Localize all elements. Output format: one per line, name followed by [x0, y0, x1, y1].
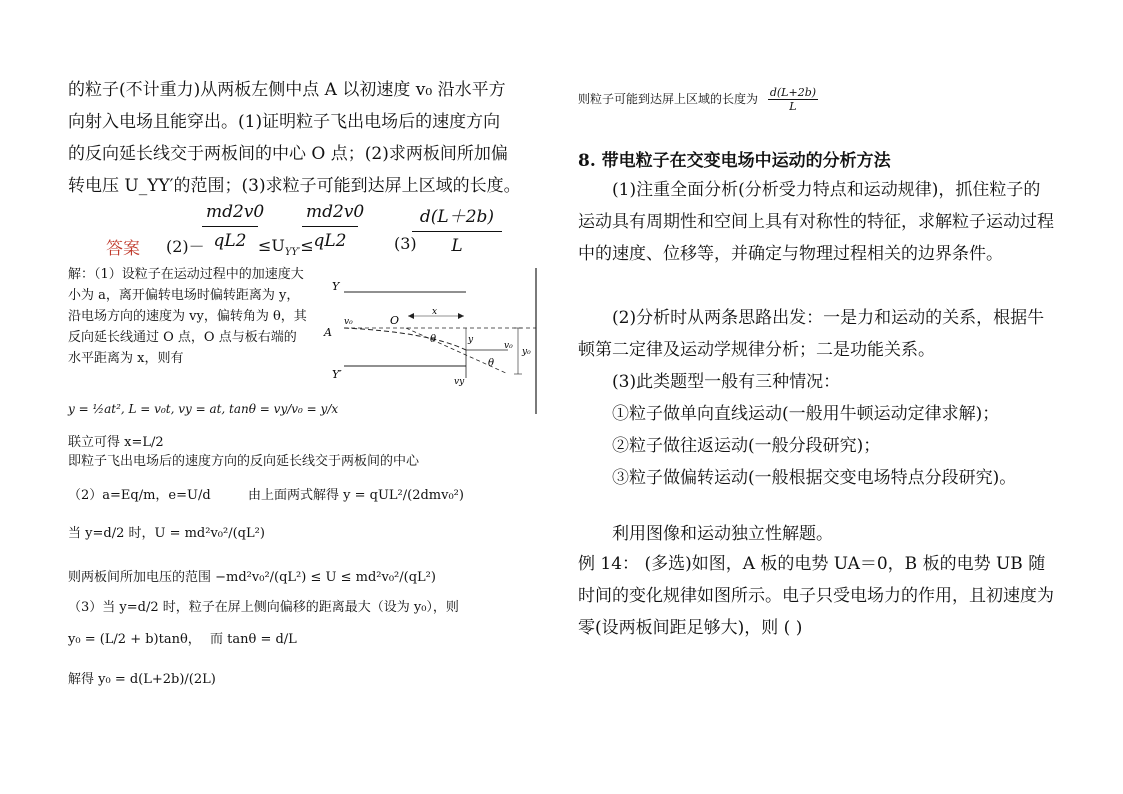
- deflection-diagram-svg: [318, 266, 546, 416]
- fraction-denominator: qL2: [313, 231, 347, 251]
- question-block: [68, 74, 546, 202]
- answer-fraction-3: [412, 202, 502, 256]
- solution-paragraph: 解：（1）设粒子在运动过程中的加速度大小为 a，离开偏转电场时偏转距离为 y，沿电场方向的速度为 vy，偏转角为 θ，其反向延长线通过 O 点，O 点与板右端的水平距离为 x，则有: [68, 267, 307, 366]
- solution-line: y₀ = (L/2 + b)tanθ，: [68, 632, 201, 647]
- right-paragraph-4: 利用图像和运动独立性解题。: [612, 524, 833, 544]
- question-line: 转电压 U_YY′的范围；(3)求粒子可能到达屏上区域的长度。: [68, 176, 521, 196]
- label-x: x: [432, 307, 438, 317]
- list-item: ②粒子做往返运动(一般分段研究)；: [612, 436, 881, 456]
- question-line: 的粒子(不计重力)从两板左侧中点 A 以初速度 v₀ 沿水平方: [68, 80, 506, 100]
- solution-line: 而 tanθ = d/L: [210, 632, 297, 647]
- solution-line: 当 y=d/2 时，U = md²v₀²/(qL²): [68, 526, 265, 541]
- right-top-line: [578, 86, 818, 113]
- fraction-denominator: L: [789, 100, 797, 113]
- answer-label: 答案: [106, 239, 140, 259]
- right-paragraph-2: (2)分析时从两条思路出发：一是力和运动的关系，根据牛顿第二定律及运动学规律分析；二是功能关系。: [578, 308, 1045, 360]
- list-item: ①粒子做单向直线运动(一般用牛顿运动定律求解)；: [612, 404, 1000, 424]
- right-top-text: 则粒子可能到达屏上区域的长度为: [578, 92, 759, 106]
- label-vy: vy: [454, 377, 465, 387]
- list-item: ③粒子做偏转运动(一般根据交变电场特点分段研究)。: [612, 468, 1017, 488]
- label-theta-1: θ: [430, 334, 437, 345]
- solution-line: 则两板间所加电压的范围 −md²v₀²/(qL²) ≤ U ≤ md²v₀²/(qL²): [68, 570, 436, 585]
- solution-line: 即粒子飞出电场后的速度方向的反向延长线交于两板间的中心: [68, 454, 420, 469]
- fraction-numerator: md2v0: [202, 202, 258, 227]
- label-theta-2: θ: [488, 358, 495, 369]
- example-14: 例 14： (多选)如图，A 板的电势 UA＝0，B 板的电势 UB 随时间的变化规律如图所示。电子只受电场力的作用，且初速度为零(设两板间距足够大)，则 ( ): [578, 554, 1054, 638]
- answer-part3-prefix: (3): [394, 234, 417, 253]
- label-Y: Y: [332, 280, 340, 293]
- solution-line: （2）a=Eq/m，e=U/d: [68, 488, 211, 503]
- fraction-denominator: qL2: [213, 231, 247, 251]
- answer-row: [68, 198, 538, 258]
- answer-inequality: $\le U_{YY'}\le$: [258, 236, 314, 259]
- deflection-diagram: [318, 266, 546, 416]
- fraction-numerator: d(L＋2b): [412, 202, 502, 232]
- solution-equation: y = ½at², L = v₀t, vy = at, tanθ = vy/v₀ = y/x: [68, 402, 339, 416]
- section-heading: 8. 带电粒子在交变电场中运动的分析方法: [578, 151, 891, 171]
- label-v0-end: v₀: [504, 341, 513, 351]
- solution-line: 解得 y₀ = d(L+2b)/(2L): [68, 672, 216, 687]
- label-y: y: [468, 335, 474, 345]
- fraction-numerator: md2v0: [302, 202, 358, 227]
- question-line: 向射入电场且能穿出。(1)证明粒子飞出电场后的速度方向: [68, 112, 501, 132]
- right-paragraph-3: (3)此类题型一般有三种情况：: [612, 372, 841, 392]
- label-v0-start: v₀: [344, 317, 353, 327]
- right-paragraph-1: (1)注重全面分析(分析受力特点和运动规律)，抓住粒子的运动具有周期性和空间上具有对称性的特征，求解粒子运动过程中的速度、位移等，并确定与物理过程相关的边界条件。: [578, 180, 1054, 264]
- fraction-denominator: L: [451, 236, 463, 256]
- label-A: A: [324, 326, 332, 339]
- solution-line: （3）当 y=d/2 时，粒子在屏上侧向偏移的距离最大（设为 y₀），则: [68, 600, 459, 615]
- solution-line: 联立可得 x=L/2: [68, 435, 164, 450]
- fraction-numerator: d(L+2b): [769, 86, 817, 99]
- answer-fraction-2: [302, 202, 365, 251]
- answer-fraction-1: [202, 202, 265, 251]
- question-line: 的反向延长线交于两板间的中心 O 点；(2)求两板间所加偏: [68, 144, 508, 164]
- solution-line: 由上面两式解得 y = qUL²/(2dmv₀²): [248, 488, 464, 503]
- answer-part2-prefix: (2)－: [166, 237, 205, 256]
- right-top-fraction: [768, 86, 818, 113]
- label-y0: y₀: [522, 347, 531, 357]
- label-Yprime: Y′: [332, 368, 342, 381]
- label-O: O: [390, 314, 400, 327]
